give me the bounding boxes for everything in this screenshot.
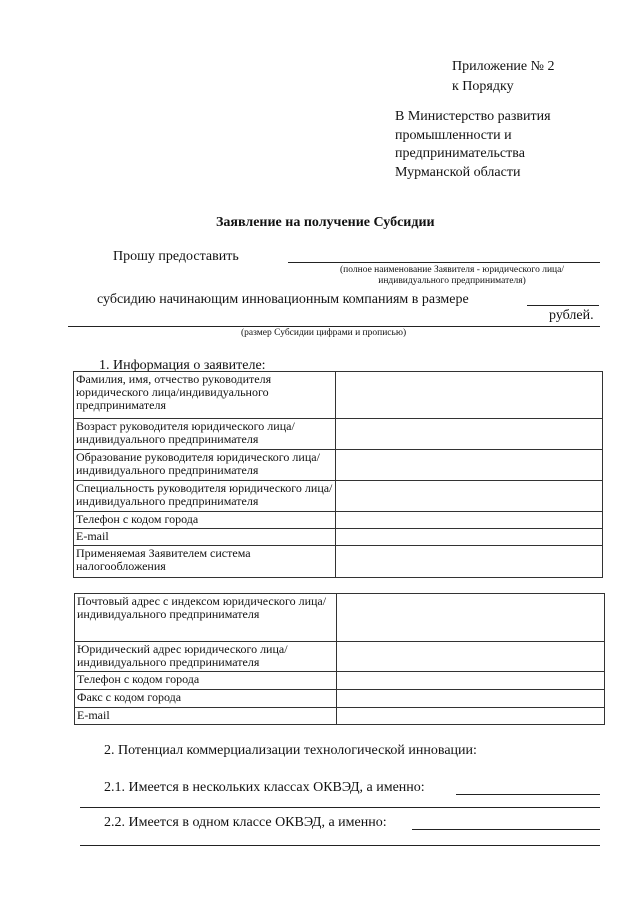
note-line: (полное наименование Заявителя - юридического лица/ [340, 265, 564, 275]
table-row [74, 372, 603, 419]
applicant-name-line[interactable] [288, 262, 600, 263]
applicant-name-note [312, 265, 592, 287]
field-value[interactable] [337, 594, 605, 642]
amount-note: (размер Субсидии цифрами и прописью) [241, 328, 407, 338]
field-value[interactable] [337, 672, 605, 690]
field-label: Применяемая Заявителем система налогообложения [74, 546, 336, 578]
request-lead: Прошу предоставить [113, 249, 239, 264]
field-label: Специальность руководителя юридического лица/индивидуального предпринимателя [74, 481, 336, 512]
okved-multiple-line[interactable] [456, 794, 600, 795]
addressee-line: Мурманской области [395, 164, 521, 180]
table-row [75, 594, 605, 642]
okved-single-line-2[interactable] [80, 845, 600, 846]
table-row [74, 546, 603, 578]
table-row [74, 450, 603, 481]
field-label: E-mail [75, 708, 337, 725]
table-row [75, 642, 605, 672]
addressee-line: В Министерство развития [395, 109, 551, 124]
field-value[interactable] [337, 690, 605, 708]
appendix-header [452, 57, 555, 97]
field-label: Юридический адрес юридического лица/ индивидуального предпринимателя [75, 642, 337, 672]
field-label: Факс с кодом города [75, 690, 337, 708]
addressee-block [395, 108, 551, 182]
note-line: индивидуального предпринимателя) [378, 276, 526, 286]
appendix-number: Приложение № 2 [452, 59, 555, 74]
field-value[interactable] [335, 512, 602, 529]
field-label: Почтовый адрес с индексом юридического лица/индивидуального предпринимателя [75, 594, 337, 642]
table-row [74, 529, 603, 546]
applicant-address-table [74, 593, 605, 725]
addressee-line: промышленности и [395, 127, 512, 143]
okved-single-line[interactable] [412, 829, 600, 830]
table-row [75, 690, 605, 708]
section1-heading: 1. Информация о заявителе: [99, 358, 266, 373]
document-title: Заявление на получение Субсидии [216, 215, 435, 230]
amount-line-short[interactable] [527, 305, 599, 306]
table-row [75, 672, 605, 690]
field-value[interactable] [335, 529, 602, 546]
field-label: Телефон с кодом города [75, 672, 337, 690]
okved-single-label: 2.2. Имеется в одном классе ОКВЭД, а именно: [104, 815, 387, 830]
field-value[interactable] [335, 372, 602, 419]
table-row [74, 481, 603, 512]
field-value[interactable] [337, 642, 605, 672]
field-label: E-mail [74, 529, 336, 546]
field-value[interactable] [335, 419, 602, 450]
table-row [75, 708, 605, 725]
field-label: Фамилия, имя, отчество руководителя юридического лица/индивидуального предпринимателя [74, 372, 336, 419]
field-value[interactable] [335, 450, 602, 481]
okved-multiple-label: 2.1. Имеется в нескольких классах ОКВЭД, а именно: [104, 780, 425, 795]
field-label: Телефон с кодом города [74, 512, 336, 529]
amount-line[interactable] [68, 326, 600, 327]
addressee-line: предпринимательства [395, 146, 525, 161]
appendix-order: к Порядку [452, 79, 514, 94]
table-row [74, 512, 603, 529]
section2-heading: 2. Потенциал коммерциализации технологической инновации: [104, 743, 477, 758]
okved-multiple-line-2[interactable] [80, 807, 600, 808]
field-label: Возраст руководителя юридического лица/ индивидуального предпринимателя [74, 419, 336, 450]
rubles-label: рублей. [549, 308, 594, 323]
applicant-info-table [73, 371, 603, 578]
field-value[interactable] [335, 481, 602, 512]
field-value[interactable] [337, 708, 605, 725]
table-row [74, 419, 603, 450]
field-value[interactable] [335, 546, 602, 578]
subsidy-text: субсидию начинающим инновационным компаниям в размере [97, 292, 469, 307]
field-label: Образование руководителя юридического лица/индивидуального предпринимателя [74, 450, 336, 481]
